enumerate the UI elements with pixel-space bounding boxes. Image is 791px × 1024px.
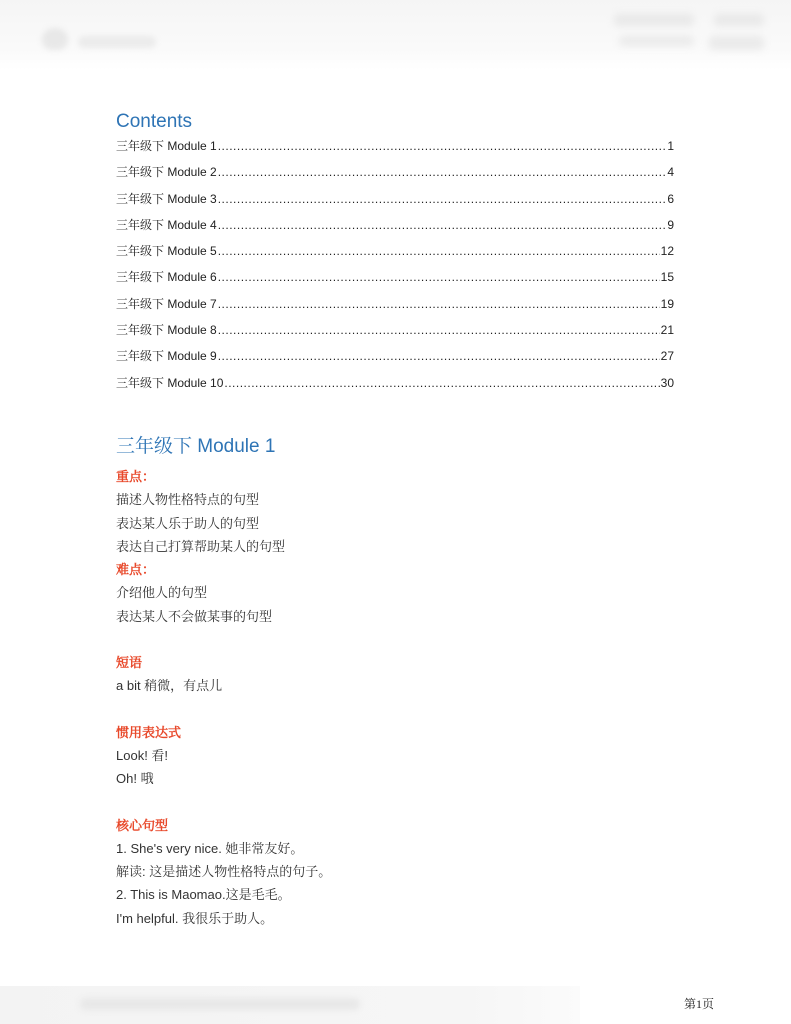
toc-leader-dots — [218, 294, 660, 314]
toc-title: Contents — [116, 111, 193, 132]
toc-entry-page: 30 — [660, 375, 674, 390]
spacer — [116, 698, 676, 721]
page-header-band — [0, 0, 791, 70]
key-point-item: 表达某人乐于助人的句型 — [116, 515, 260, 531]
page-footer-band — [0, 986, 580, 1024]
toc-entry[interactable] — [116, 136, 674, 162]
toc-entry-label: 三年级下 Module 7 — [116, 296, 217, 311]
expression-item: Look! 看! — [116, 747, 169, 763]
core-sentence-item: 2. This is Maomao.这是毛毛。 — [116, 887, 291, 903]
key-point-item: 描述人物性格特点的句型 — [116, 492, 260, 508]
table-of-contents — [116, 136, 674, 399]
spacer — [116, 628, 676, 651]
toc-entry-label: 三年级下 Module 1 — [116, 139, 217, 153]
toc-entry-page: 9 — [667, 217, 674, 232]
toc-leader-dots — [218, 346, 660, 366]
toc-entry-page: 4 — [667, 165, 674, 180]
blurred-logo — [42, 26, 157, 56]
toc-entry[interactable] — [116, 189, 674, 215]
toc-entry-page: 12 — [660, 244, 674, 259]
toc-leader-dots — [218, 241, 660, 261]
key-point-item: 表达自己打算帮助某人的句型 — [116, 538, 286, 554]
toc-entry-label: 三年级下 Module 4 — [116, 217, 217, 232]
phrase-item: a bit 稍微，有点儿 — [116, 678, 223, 694]
toc-entry[interactable] — [116, 373, 674, 399]
toc-entry-page: 21 — [660, 323, 674, 338]
expressions-heading: 惯用表达式 — [116, 724, 182, 740]
toc-leader-dots — [218, 136, 667, 156]
page-number: 第1页 — [684, 997, 715, 1011]
difficult-points-heading: 难点： — [116, 562, 156, 578]
toc-entry-label: 三年级下 Module 3 — [116, 191, 217, 206]
toc-leader-dots — [218, 267, 660, 287]
expression-item: Oh! 哦 — [116, 771, 154, 787]
toc-entry[interactable] — [116, 267, 674, 293]
toc-leader-dots — [218, 320, 660, 340]
blurred-footer-text — [80, 998, 360, 1010]
toc-leader-dots — [218, 215, 667, 235]
toc-entry[interactable] — [116, 346, 674, 372]
toc-entry[interactable] — [116, 294, 674, 320]
difficult-point-item: 介绍他人的句型 — [116, 585, 208, 601]
phrases-heading: 短语 — [116, 655, 143, 671]
core-sentence-item: 1. She's very nice. 她非常友好。 — [116, 840, 304, 856]
toc-entry[interactable] — [116, 215, 674, 241]
core-sentence-item: 解读: 这是描述人物性格特点的句子。 — [116, 864, 332, 880]
toc-entry-page: 1 — [667, 139, 674, 153]
toc-entry-label: 三年级下 Module 9 — [116, 349, 217, 364]
toc-entry-label: 三年级下 Module 2 — [116, 165, 217, 180]
toc-entry[interactable] — [116, 241, 674, 267]
spacer — [116, 791, 676, 814]
toc-entry-label: 三年级下 Module 5 — [116, 244, 217, 259]
toc-entry-label: 三年级下 Module 6 — [116, 270, 217, 285]
core-sentence-item: I'm helpful. 我很乐于助人。 — [116, 910, 274, 926]
section-title: 三年级下 Module 1 — [116, 436, 276, 457]
toc-entry-label: 三年级下 Module 10 — [116, 375, 224, 390]
toc-entry-page: 6 — [667, 191, 674, 206]
toc-entry-page: 15 — [660, 270, 674, 285]
toc-entry-label: 三年级下 Module 8 — [116, 323, 217, 338]
difficult-point-item: 表达某人不会做某事的句型 — [116, 608, 273, 624]
core-sentences-heading: 核心句型 — [116, 817, 169, 833]
toc-entry[interactable] — [116, 162, 674, 188]
toc-leader-dots — [218, 189, 667, 209]
toc-entry-page: 27 — [660, 349, 674, 364]
section-content — [116, 465, 676, 930]
toc-leader-dots — [224, 373, 659, 393]
key-points-heading: 重点： — [116, 469, 156, 484]
toc-entry-page: 19 — [660, 296, 674, 311]
blurred-header-text — [614, 12, 769, 62]
toc-entry[interactable] — [116, 320, 674, 346]
toc-leader-dots — [218, 162, 667, 182]
